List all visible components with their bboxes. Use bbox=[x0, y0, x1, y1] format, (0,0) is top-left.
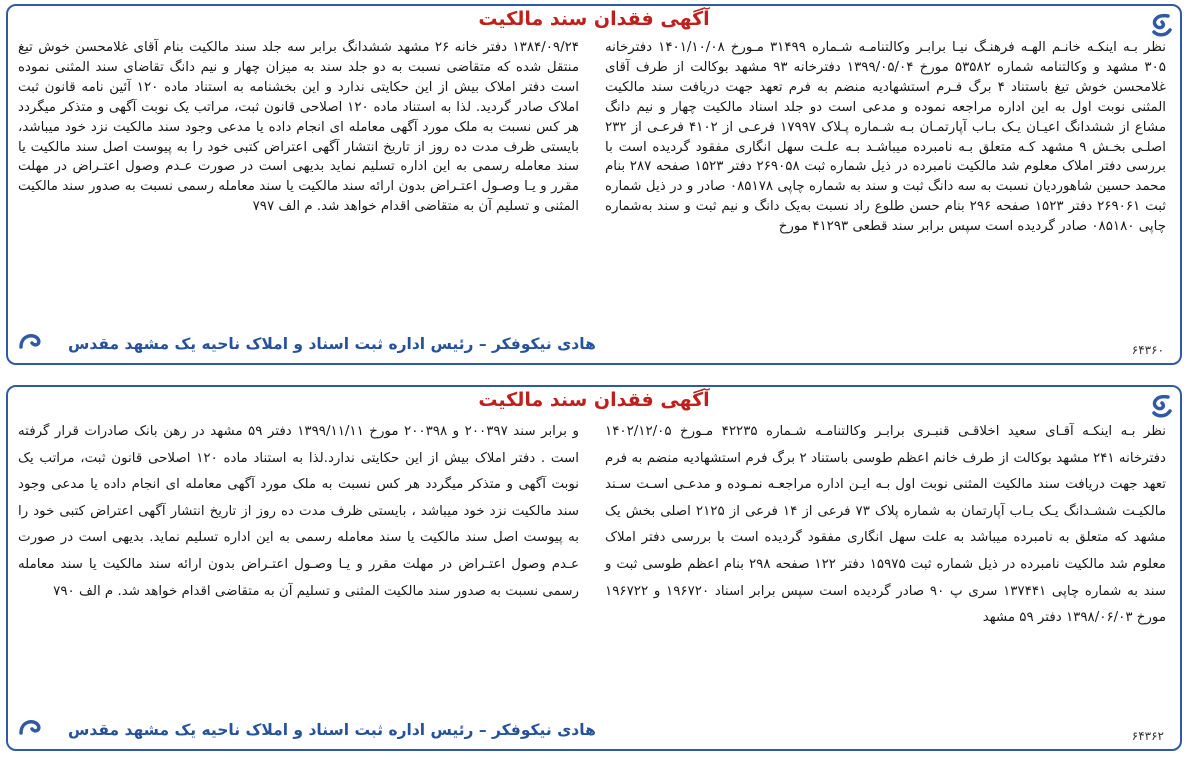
notice-signature: هادی نیکوفکر – رئیس اداره ثبت اسناد و املاک ناحیه یک مشهد مقدس bbox=[68, 335, 596, 353]
notice-title: آگهی فقدان سند مالکیت bbox=[478, 389, 710, 411]
notice-code: ۶۴۳۶۰ bbox=[1131, 343, 1164, 357]
notice-body bbox=[18, 419, 1166, 632]
notice-column-left: و برابر سند ۲۰۰۳۹۷ و ۲۰۰۳۹۸ مورخ ۱۳۹۹/۱۱/۱۱ دفتر ۵۹ مشهد در رهن بانک صادرات قرار گرفته است . دفتر املاک بیش از این حکایتی ندارد.لذا به استناد ماده ۱۲۰ اصلاحی قانون ثبت، مراتب یک نوبت آگهی و متذکر میگردد هر کس نسبت به ملک مورد آگهی معامله ای انجام داده یا مدعی وجود سند مالکیت نزد خود میباشد ، بایستی ظرف مدت ده روز از تاریخ انتشار آگهی اعتراض کتبی خود را به پیوست اصل سند مالکیت یا سند معامله رسمی به این اداره تسلیم نماید. بدیهی است در صورت عـدم وصول اعتـراض در مهلت مقرر و یـا وصـول اعتـراض بدون ارائه سند مالکیت یا سند معامله رسمی نسبت به صدور سند مالکیت المثنی و تسلیم آن به متقاضی اقدام خواهد شد. م الف ۷۹۰ bbox=[18, 424, 579, 599]
notice-signature: هادی نیکوفکر – رئیس اداره ثبت اسناد و املاک ناحیه یک مشهد مقدس bbox=[68, 721, 596, 739]
notice-column-right: نظر بـه اینکـه آقـای سعید اخلاقـی قنبـری برابـر وکالتنامـه شـماره ۴۲۲۳۵ مـورخ ۱۴۰۲/۱۲/۰۵ دفترخانه ۲۴۱ مشهد بوکالت از طرف خانم اعظم طوسی باستناد ۲ برگ فرم استشهادیه منضم به فرم تعهد جهت دریافت سند مالکیت المثنی نوبت اول بـه ایـن اداره مراجعـه نمـوده و مدعـی اسـت سـند مالکیـت ششـدانگ یـک بـاب آپارتمان به شماره پلاک ۷۳ فرعی از ۱۴ فرعی از ۲۱۲۵ اصلی بخش یک مشهد که متعلق به نامبرده میباشد به علت سهل انگاری مفقود گردیده است با بررسی دفتر املاک معلوم شد مالکیت نامبرده در ذیل شماره ثبت ۱۵۹۷۵ دفتر ۱۲۲ صفحه ۲۹۸ بنام اعظم طوسی ثبت و سند به شماره چاپی ۱۳۷۴۴۱ سری پ ۹۰ صادر گردیده است سپس برابر اسناد ۱۹۶۷۲۰ و ۱۹۶۷۲۲ مورخ ۱۳۹۸/۰۶/۰۳ دفتر ۵۹ مشهد bbox=[605, 424, 1167, 626]
notice-title: آگهی فقدان سند مالکیت bbox=[478, 8, 710, 30]
notice-column-left: ۱۳۸۴/۰۹/۲۴ دفتر خانه ۲۶ مشهد ششدانگ برابر سه جلد سند مالکیت بنام آقای غلامحسن خوش تیغ منتقل شده که متقاضی نسبت به دو جلد سند به میزان چهار و نیم دانگ تقاضای سند المثنی نموده است دفتر املاک بیش از این حکایتی ندارد و این بخشنامه به استناد ماده ۱۲۰ آئین نامه قانون ثبت املاک صادر گردید. لذا به استناد ماده ۱۲۰ اصلاحی قانون ثبت، مراتب یک نوبت آگهی و متذکر میگردد هر کس نسبت به ملک مورد آگهی معامله ای انجام داده یا مدعی وجود سند مالکیت نزد خود میباشد، بایستی ظرف مدت ده روز از تاریخ انتشار آگهی اعتراض کتبی خود را به پیوست اصل سند مالکیت یا سند معامله رسمی به این اداره تسلیم نماید بدیهی است در صورت عـدم وصول اعتـراض در مهلت مقرر و یـا وصـول اعتـراض بدون ارائه سند مالکیت یا سند معامله رسمی نسبت به صدور سند مالکیت المثنی و تسلیم آن به متقاضی اقدام خواهد شد. م الف ۷۹۷ bbox=[18, 40, 579, 215]
scroll-swirl-icon bbox=[18, 331, 48, 351]
notice-lost-deed-2 bbox=[6, 385, 1182, 751]
scroll-swirl-icon bbox=[18, 717, 48, 737]
notice-column-right: نظر بـه اینکـه خانـم الهـه فرهنـگ نیـا برابـر وکالتنامـه شـماره ۳۱۴۹۹ مـورخ ۱۴۰۱/۱۰/۰۸ دفترخانه ۳۰۵ مشهد و وکالتنامه شماره ۵۳۵۸۲ مورخ ۱۳۹۹/۰۵/۰۴ دفترخانه ۹۳ مشهد بوکالت از طرف آقای غلامحسن خوش تیغ باستناد ۴ برگ فـرم استشهادیه منضم به فرم تعهد جهت دریافت سند مالکیت المثنی نوبت اول به این اداره مراجعه نموده و مدعی است دو جلد اسناد مالکیت چهار و نیم دانگ مشاع از ششدانگ اعیـان یـک بـاب آپارتمـان بـه شـماره پـلاک ۱۷۹۹۷ فرعـی از ۴۱۰۲ فرعـی از ۲۳۲ اصلـی بخـش ۹ مشهد کـه متعلق بـه نامبرده میباشـد بـه علـت سهل انگاری مفقود گردیده است با بررسی دفتر املاک معلوم شد مالکیت نامبرده در ذیل شماره ثبت ۲۶۹۰۵۸ دفتر ۱۵۲۳ صفحه ۲۸۷ بنام محمد حسین شاهوردیان نسبت به سه دانگ ثبت و سند به شماره چاپی ۰۸۵۱۷۸ صادر و در ذیل شماره ثبت ۲۶۹۰۶۱ دفتر ۱۵۲۳ صفحه ۲۹۶ بنام حسن طلوع راد نسبت به‌یک دانگ و نیم ثبت و سند به‌شماره چاپی ۰۸۵۱۸۰ صادر گردیده است سپس برابر سند قطعی ۴۱۲۹۳ مورخ bbox=[605, 40, 1167, 235]
notice-code: ۶۴۳۶۲ bbox=[1131, 729, 1164, 743]
notice-lost-deed-1 bbox=[6, 4, 1182, 365]
notice-body bbox=[18, 38, 1166, 237]
